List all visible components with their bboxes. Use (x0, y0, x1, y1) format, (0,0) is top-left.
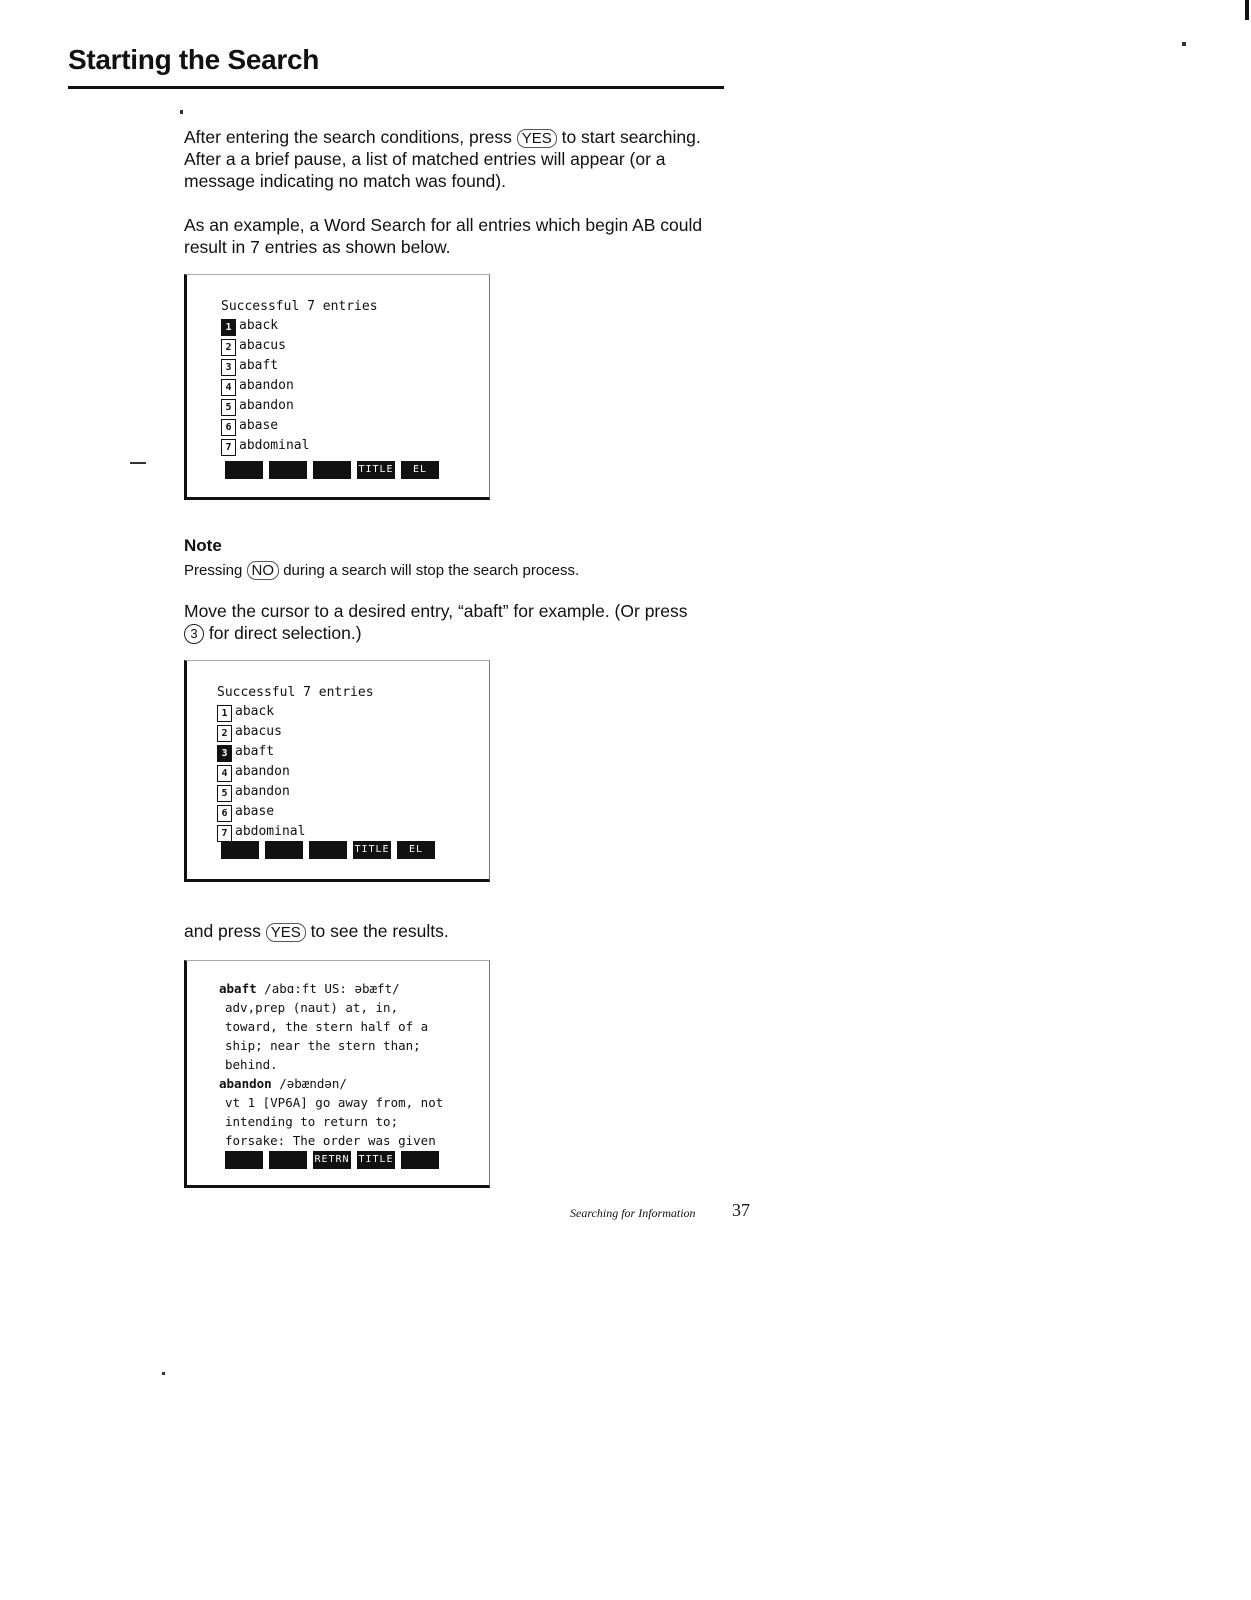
headword: abandon (219, 1076, 272, 1091)
pronunciation: /əbændən/ (279, 1076, 347, 1091)
entry-word: abandon (239, 378, 294, 393)
function-key-del[interactable]: EL (401, 461, 439, 479)
function-key-2[interactable] (269, 461, 307, 479)
screen-2-function-keys (221, 841, 435, 859)
definition-line: behind. (225, 1057, 278, 1072)
list-item[interactable] (217, 802, 374, 822)
entry-number: 4 (221, 379, 236, 396)
note-text-b: during a search will stop the search process. (283, 562, 580, 579)
page-title: Starting the Search (68, 44, 320, 75)
function-key-3[interactable] (309, 841, 347, 859)
headword-line (219, 979, 443, 998)
function-key-title[interactable]: TITLE (353, 841, 391, 859)
entry-number: 4 (217, 765, 232, 782)
intro-text-a: After entering the search conditions, press (184, 127, 512, 147)
function-key-5[interactable] (401, 1151, 439, 1169)
function-key-title[interactable]: TITLE (357, 1151, 395, 1169)
intro-text-b: to start searching. After a a brief pause, a list of matched entries will appear (or a message indicating no match was found). (184, 127, 701, 191)
list-item[interactable] (221, 356, 378, 376)
function-key-return[interactable]: RETRN (313, 1151, 351, 1169)
screen-1-header: Successful 7 entries (221, 299, 378, 314)
function-key-del[interactable]: EL (397, 841, 435, 859)
note-text (184, 561, 579, 580)
intro-paragraph (184, 126, 704, 192)
list-item-selected[interactable] (217, 742, 374, 762)
list-item[interactable] (217, 782, 374, 802)
function-key-2[interactable] (269, 1151, 307, 1169)
definition-line: forsake: The order was given (225, 1133, 436, 1148)
entry-word: aback (235, 704, 275, 719)
function-key-1[interactable] (221, 841, 259, 859)
entry-number: 3 (221, 359, 236, 376)
entry-word: abandon (239, 398, 294, 413)
definition-line: vt 1 [VP6A] go away from, not (225, 1095, 444, 1110)
search-result-screen-2 (184, 660, 490, 882)
list-item[interactable] (221, 376, 378, 396)
definition-line: intending to return to; (225, 1114, 399, 1129)
results-paragraph (184, 920, 704, 942)
scan-speck (162, 1372, 165, 1375)
note-text-a: Pressing (184, 562, 243, 579)
list-item[interactable] (221, 336, 378, 356)
entry-number: 6 (221, 419, 236, 436)
entry-word: abaft (239, 358, 279, 373)
entry-number: 5 (221, 399, 236, 416)
entry-word: abandon (235, 764, 290, 779)
entry-number: 2 (221, 339, 236, 356)
entry-number: 7 (217, 825, 232, 842)
screen-2-header: Successful 7 entries (217, 685, 374, 700)
cursor-text-b: for direct selection.) (208, 623, 362, 643)
entry-word: aback (239, 318, 279, 333)
results-text-b: to see the results. (310, 921, 449, 941)
entry-number: 1 (217, 705, 232, 722)
entry-word: abandon (235, 784, 290, 799)
yes-key: YES (266, 923, 306, 942)
entry-number: 7 (221, 439, 236, 456)
list-item[interactable] (217, 722, 374, 742)
page-number: 37 (732, 1200, 750, 1220)
example-paragraph: As an example, a Word Search for all entries which begin AB could result in 7 entries as shown below. (184, 215, 703, 257)
page-edge-mark (1245, 0, 1249, 20)
entry-number: 1 (221, 319, 236, 336)
function-key-title[interactable]: TITLE (357, 461, 395, 479)
entry-word: abacus (239, 338, 286, 353)
cursor-text-a: Move the cursor to a desired entry, “abaft” for example. (Or press (184, 601, 688, 621)
definition-line: ship; near the stern than; (225, 1038, 421, 1053)
yes-key: YES (517, 129, 557, 148)
entry-word: abase (239, 418, 279, 433)
headword-line (219, 1074, 443, 1093)
definition-line: adv,prep (naut) at, in, (225, 1000, 399, 1015)
entry-word: abdominal (235, 824, 306, 839)
list-item[interactable] (217, 822, 374, 842)
title-rule (68, 86, 724, 89)
entry-word: abacus (235, 724, 282, 739)
entry-word: abdominal (239, 438, 310, 453)
entry-number: 6 (217, 805, 232, 822)
scan-speck (1182, 42, 1186, 46)
list-item[interactable] (217, 762, 374, 782)
key-three-circled: 3 (184, 624, 204, 644)
screen-1-list (221, 297, 378, 456)
screen-1-function-keys (225, 461, 439, 479)
entry-word: abaft (235, 744, 275, 759)
cursor-paragraph (184, 600, 704, 644)
list-item[interactable] (221, 416, 378, 436)
list-item[interactable] (217, 702, 374, 722)
footer-section-title: Searching for Information (570, 1206, 696, 1220)
screen-3-function-keys (225, 1151, 439, 1169)
function-key-2[interactable] (265, 841, 303, 859)
search-result-screen-1 (184, 274, 490, 500)
function-key-3[interactable] (313, 461, 351, 479)
no-key: NO (247, 561, 280, 580)
scan-speck (180, 110, 183, 114)
entry-number: 5 (217, 785, 232, 802)
list-item[interactable] (221, 396, 378, 416)
definition-text (219, 979, 443, 1150)
list-item[interactable] (221, 436, 378, 456)
scan-speck (130, 462, 146, 464)
note-heading: Note (184, 536, 222, 555)
function-key-1[interactable] (225, 461, 263, 479)
headword: abaft (219, 981, 257, 996)
entry-number: 3 (217, 745, 232, 762)
function-key-1[interactable] (225, 1151, 263, 1169)
entry-number: 2 (217, 725, 232, 742)
screen-2-list (217, 683, 374, 842)
entry-word: abase (235, 804, 275, 819)
results-text-a: and press (184, 921, 261, 941)
definition-line: toward, the stern half of a (225, 1019, 429, 1034)
definition-screen (184, 960, 490, 1188)
pronunciation: /abɑ:ft US: əbæft/ (264, 981, 400, 996)
list-item[interactable] (221, 316, 378, 336)
